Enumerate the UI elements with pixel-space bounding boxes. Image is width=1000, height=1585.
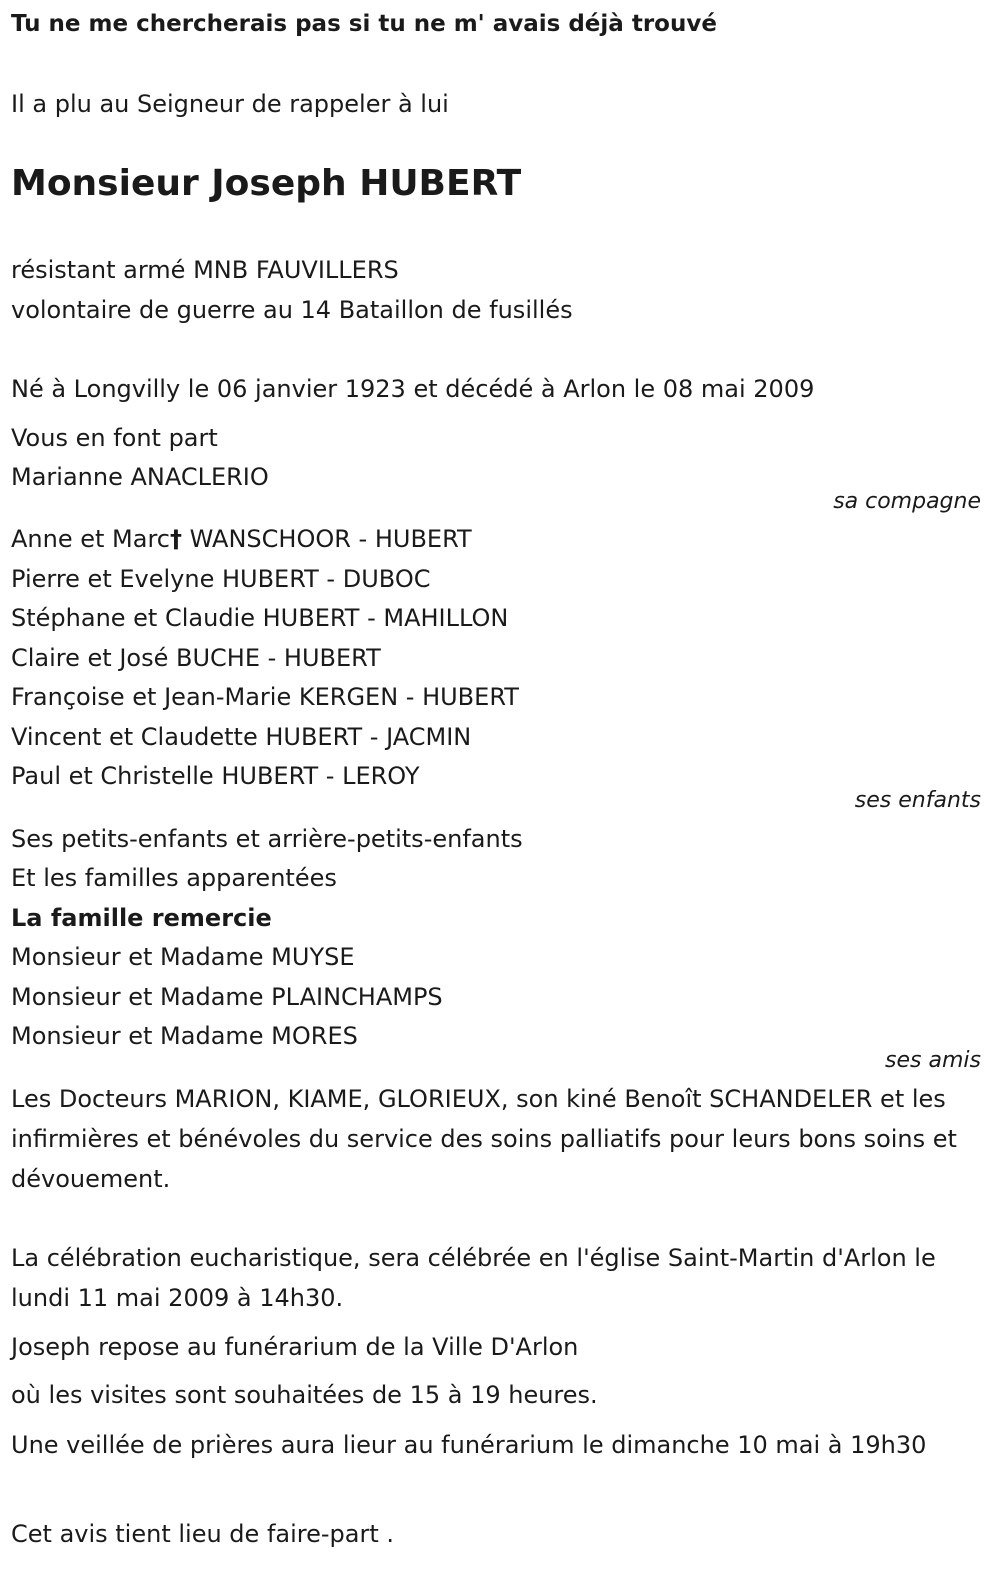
related-families-line: Et les familles apparentées bbox=[11, 864, 337, 892]
title-volunteer: volontaire de guerre au 14 Bataillon de fusillés bbox=[11, 296, 573, 324]
announcement-text: Vous en font part bbox=[11, 424, 218, 452]
deceased-name: Monsieur Joseph HUBERT bbox=[11, 163, 522, 204]
grandchildren-line: Ses petits-enfants et arrière-petits-enfants bbox=[11, 825, 523, 853]
child-line: Claire et José BUCHE - HUBERT bbox=[11, 644, 381, 672]
cross-icon: † bbox=[170, 525, 182, 553]
vigil-announcement: Une veillée de prières aura lieur au funérarium le dimanche 10 mai à 19h30 bbox=[11, 1431, 927, 1459]
child-line: Pierre et Evelyne HUBERT - DUBOC bbox=[11, 565, 431, 593]
child-line-prefix: Anne et Marc bbox=[11, 525, 170, 553]
birth-death-line: Né à Longvilly le 06 janvier 1923 et décédé à Arlon le 08 mai 2009 bbox=[11, 375, 815, 403]
child-line bbox=[11, 525, 472, 553]
friend-line: Monsieur et Madame MUYSE bbox=[11, 943, 355, 971]
child-line: Paul et Christelle HUBERT - LEROY bbox=[11, 762, 420, 790]
visit-hours: où les visites sont souhaitées de 15 à 19 heures. bbox=[11, 1381, 598, 1409]
friends-role: ses amis bbox=[885, 1048, 981, 1073]
intro-text: Il a plu au Seigneur de rappeler à lui bbox=[11, 90, 449, 118]
doctors-thanks: Les Docteurs MARION, KIAME, GLORIEUX, son kiné Benoît SCHANDELER et les infirmières et bénévoles du service des soins palliatifs pour leurs bons soins et dévouement. bbox=[11, 1085, 957, 1193]
children-role: ses enfants bbox=[854, 788, 981, 813]
child-line: Françoise et Jean-Marie KERGEN - HUBERT bbox=[11, 683, 519, 711]
child-line: Vincent et Claudette HUBERT - JACMIN bbox=[11, 723, 472, 751]
companion-role: sa compagne bbox=[833, 489, 981, 514]
epigraph: Tu ne me chercherais pas si tu ne m' avais déjà trouvé bbox=[11, 11, 717, 37]
companion-name: Marianne ANACLERIO bbox=[11, 463, 269, 491]
title-resistance: résistant armé MNB FAUVILLERS bbox=[11, 256, 399, 284]
rest-location: Joseph repose au funérarium de la Ville D'Arlon bbox=[11, 1333, 579, 1361]
friend-line: Monsieur et Madame MORES bbox=[11, 1022, 358, 1050]
child-line: Stéphane et Claudie HUBERT - MAHILLON bbox=[11, 604, 509, 632]
child-line-suffix: WANSCHOOR - HUBERT bbox=[182, 525, 472, 553]
mass-announcement: La célébration eucharistique, sera célébrée en l'église Saint-Martin d'Arlon le lundi 11 mai 2009 à 14h30. bbox=[11, 1244, 936, 1312]
friend-line: Monsieur et Madame PLAINCHAMPS bbox=[11, 983, 443, 1011]
thanks-heading: La famille remercie bbox=[11, 904, 272, 932]
closing-note: Cet avis tient lieu de faire-part . bbox=[11, 1520, 395, 1548]
